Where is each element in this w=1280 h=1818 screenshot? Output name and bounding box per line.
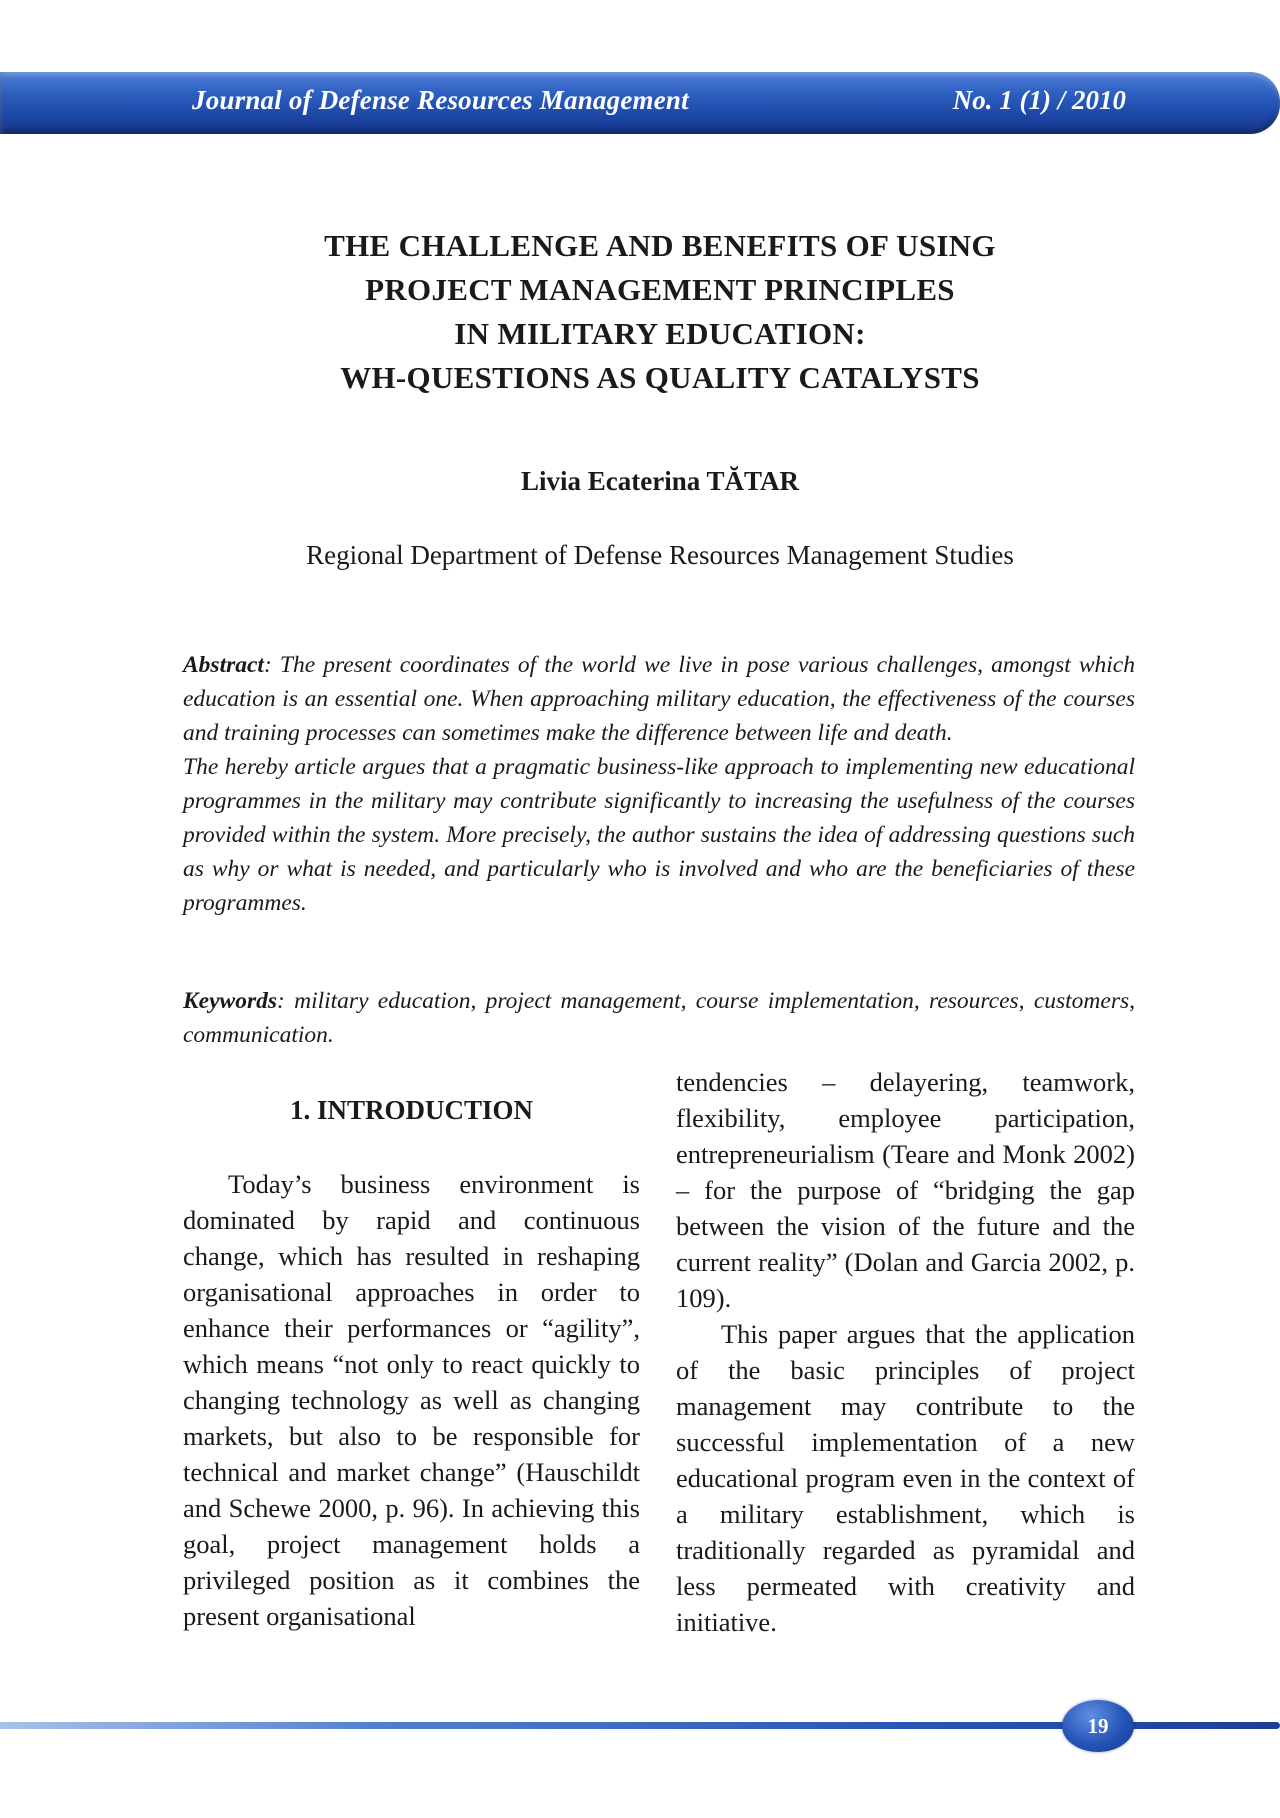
section-heading: 1. INTRODUCTION — [289, 1095, 534, 1125]
issue-number: No. 1 (1) / 2010 — [952, 85, 1126, 115]
title-line: WH-QUESTIONS AS QUALITY CATALYSTS — [340, 360, 980, 395]
keywords — [183, 984, 1135, 1052]
page-number-badge — [1062, 1700, 1134, 1752]
title-line: PROJECT MANAGEMENT PRINCIPLES — [365, 272, 955, 307]
page-number: 19 — [1087, 1713, 1109, 1738]
body-paragraph: This paper argues that the application of the basic principles of project management may contribute to the successful implementation of a new educational program even in the context of a military establishment, which is traditionally regarded as pyramidal and less permeated with creativity and initiative. — [676, 1319, 1135, 1637]
title-line: IN MILITARY EDUCATION: — [454, 316, 866, 351]
journal-header-band — [0, 72, 1280, 134]
keywords-label: Keywords — [183, 988, 277, 1014]
left-column — [183, 1095, 640, 1634]
abstract-paragraph — [183, 648, 1135, 750]
abstract-paragraph: The hereby article argues that a pragmatic business-like approach to implementing new educational programmes in the military may contribute significantly to increasing the usefulness of the courses provided within the system. More precisely, the author sustains the idea of addressing questions such as why or what is needed, and particularly who is involved and who are the beneficiaries of these programmes. — [183, 754, 1135, 916]
title-line: THE CHALLENGE AND BENEFITS OF USING — [324, 228, 996, 263]
abstract-label: Abstract — [183, 652, 264, 678]
author-name: Livia Ecaterina TĂTAR — [520, 466, 799, 496]
abstract — [183, 648, 1135, 920]
right-column — [676, 1064, 1135, 1640]
abstract-text: : The present coordinates of the world we live in pose various challenges, amongst which education is an essential one. When approaching military education, the effectiveness of the courses and training processes can sometimes make the difference between life and death. — [183, 652, 1135, 746]
body-paragraph: tendencies – delayering, teamwork, flexibility, employee participation, entrepreneurialism (Teare and Monk 2002) – for the purpose of “bridging the gap between the vision of the future and the current reality” (Dolan and Garcia 2002, p. 109). — [676, 1067, 1135, 1313]
body-paragraph: Today’s business environment is dominated by rapid and continuous change, which has resulted in reshaping organisational approaches in order to enhance their performances or “agility”, which means “not only to react quickly to changing technology as well as changing markets, but also to be responsible for technical and market change” (Hauschildt and Schewe 2000, p. 96). In achieving this goal, project management holds a privileged position as it combines the present organisational — [183, 1169, 640, 1631]
journal-title: Journal of Defense Resources Management — [192, 85, 689, 115]
author-affiliation: Regional Department of Defense Resources Management Studies — [306, 540, 1014, 570]
article-title — [180, 224, 1140, 400]
keywords-text: : military education, project management, course implementation, resources, customers, communication. — [183, 988, 1135, 1048]
